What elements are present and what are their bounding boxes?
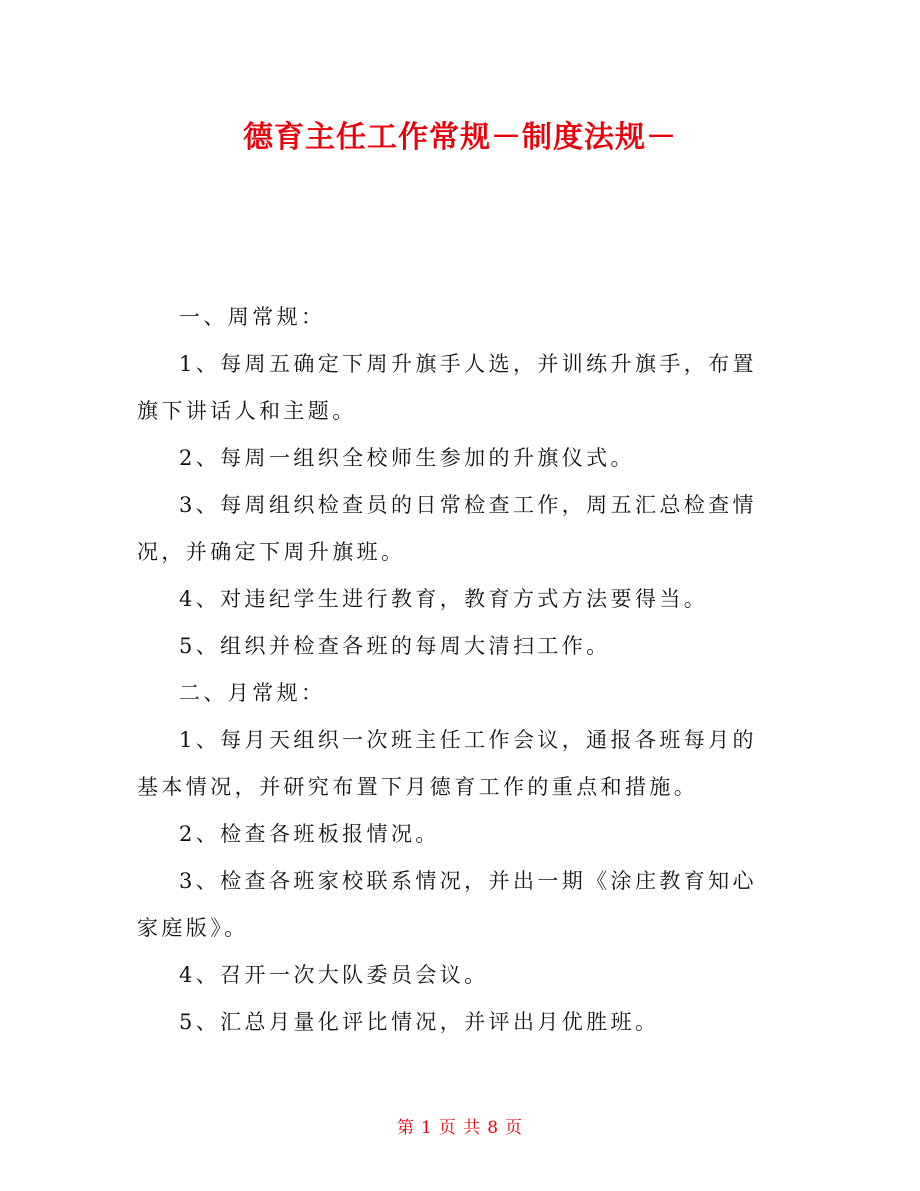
section-heading-weekly: 一、周常规： — [179, 305, 326, 329]
paragraph-weekly-4: 4、对违纪学生进行教育，教育方式方法要得当。 — [179, 587, 709, 611]
paragraph-monthly-5: 5、汇总月量化评比情况，并评出月优胜班。 — [179, 1010, 660, 1034]
footer-label-end: 页 — [505, 1118, 524, 1138]
paragraph-monthly-1: 1、每月天组织一次班主任工作会议，通报各班每月的基本情况，并研究布置下月德育工作的重点和措施。 — [137, 728, 757, 799]
paragraph-monthly-2: 2、检查各班板报情况。 — [179, 822, 440, 846]
footer-label-page: 第 — [396, 1118, 415, 1138]
section-heading-monthly: 二、月常规： — [179, 681, 326, 705]
paragraph-weekly-2: 2、每周一组织全校师生参加的升旗仪式。 — [179, 446, 635, 470]
document-body — [137, 294, 777, 1046]
footer-total-pages: 8 — [487, 1118, 500, 1138]
footer-current-page: 1 — [420, 1118, 433, 1138]
footer-label-of: 页 共 — [438, 1118, 482, 1138]
page-footer — [0, 1113, 920, 1138]
page-title: 德育主任工作常规－制度法规－ — [243, 120, 677, 155]
paragraph-monthly-4: 4、召开一次大队委员会议。 — [179, 963, 489, 987]
paragraph-weekly-5: 5、组织并检查各班的每周大清扫工作。 — [179, 634, 611, 658]
paragraph-monthly-3: 3、检查各班家校联系情况，并出一期《涂庄教育知心家庭版》。 — [137, 869, 757, 940]
paragraph-weekly-3: 3、每周组织检查员的日常检查工作，周五汇总检查情况，并确定下周升旗班。 — [137, 493, 757, 564]
paragraph-weekly-1: 1、每周五确定下周升旗手人选，并训练升旗手，布置旗下讲话人和主题。 — [137, 352, 757, 423]
